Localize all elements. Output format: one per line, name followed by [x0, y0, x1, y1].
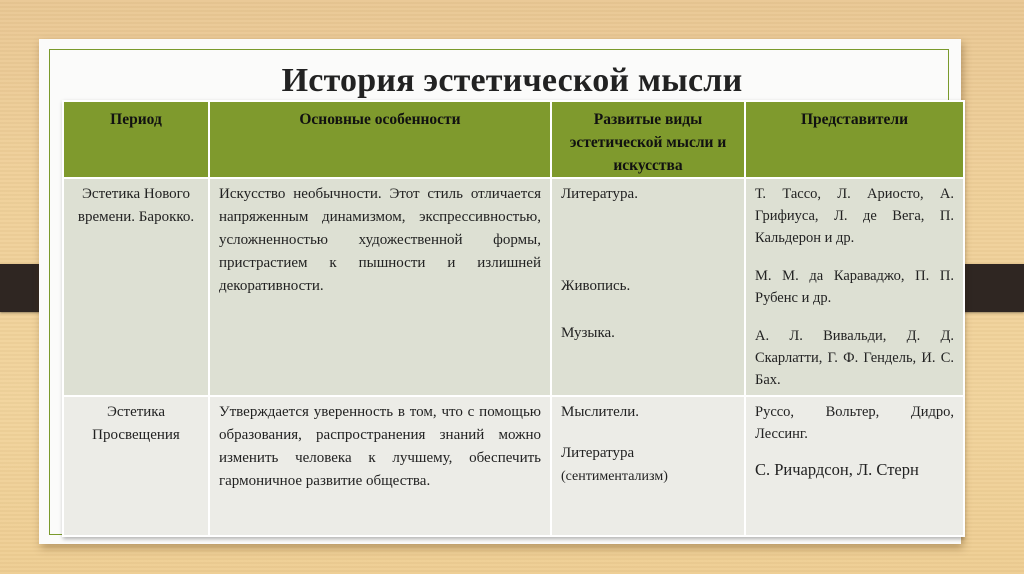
header-features: Основные особенности [209, 101, 551, 178]
table-row-baroque [63, 178, 964, 396]
representatives-literature: С. Ричардсон, Л. Стерн [755, 460, 919, 479]
header-period: Период [63, 101, 209, 178]
spacer [755, 445, 954, 459]
slide-title: История эстетической мысли [281, 62, 743, 99]
representatives-music: А. Л. Вивальди, Д. Д. Скарлатти, Г. Ф. Гендель, И. С. Бах. [755, 328, 954, 388]
decorative-strap-right [963, 264, 1024, 312]
cell-features: Утверждается уверенность в том, что с помощью образования, распространения знаний можно изменить человека к лучшему, обеспечить гармоничное развитие общества. [209, 396, 551, 536]
kind-item: Литература [561, 445, 635, 461]
kind-item-note: (сентиментализм) [561, 469, 668, 484]
spacer [561, 298, 735, 322]
table-header-row [63, 101, 964, 178]
kind-item: Мыслители. [561, 404, 640, 420]
representatives-painting: М. М. да Караваджо, П. П. Рубенс и др. [755, 268, 954, 306]
representatives-literature: Т. Тассо, Л. Ариосто, А. Грифиуса, Л. де Вега, П. Кальдерон и др. [755, 186, 954, 246]
kind-item: Музыка. [561, 325, 615, 341]
cell-representatives [745, 396, 964, 536]
spacer [561, 206, 735, 275]
cell-period: Эстетика Нового времени. Барокко. [63, 178, 209, 396]
cell-kinds [551, 178, 745, 396]
spacer [561, 424, 735, 442]
cell-kinds [551, 396, 745, 536]
table-row-enlightenment [63, 396, 964, 536]
spacer [755, 309, 954, 325]
kind-item: Литература. [561, 186, 638, 202]
cell-period: Эстетика Просвещения [63, 396, 209, 536]
aesthetics-history-table [62, 100, 965, 537]
cell-representatives [745, 178, 964, 396]
aesthetics-table-container [62, 100, 963, 537]
header-representatives: Представители [745, 101, 964, 178]
spacer [755, 249, 954, 265]
cell-features: Искусство необычности. Этот стиль отличается напряженным динамизмом, экспрессивностью, усложненностью художественной формы, пристрастием к пышности и излишней декоративности. [209, 178, 551, 396]
kind-item: Живопись. [561, 278, 631, 294]
header-kinds: Развитые виды эстетической мысли и искусства [551, 101, 745, 178]
representatives-thinkers: Руссо, Вольтер, Дидро, Лессинг. [755, 404, 954, 442]
